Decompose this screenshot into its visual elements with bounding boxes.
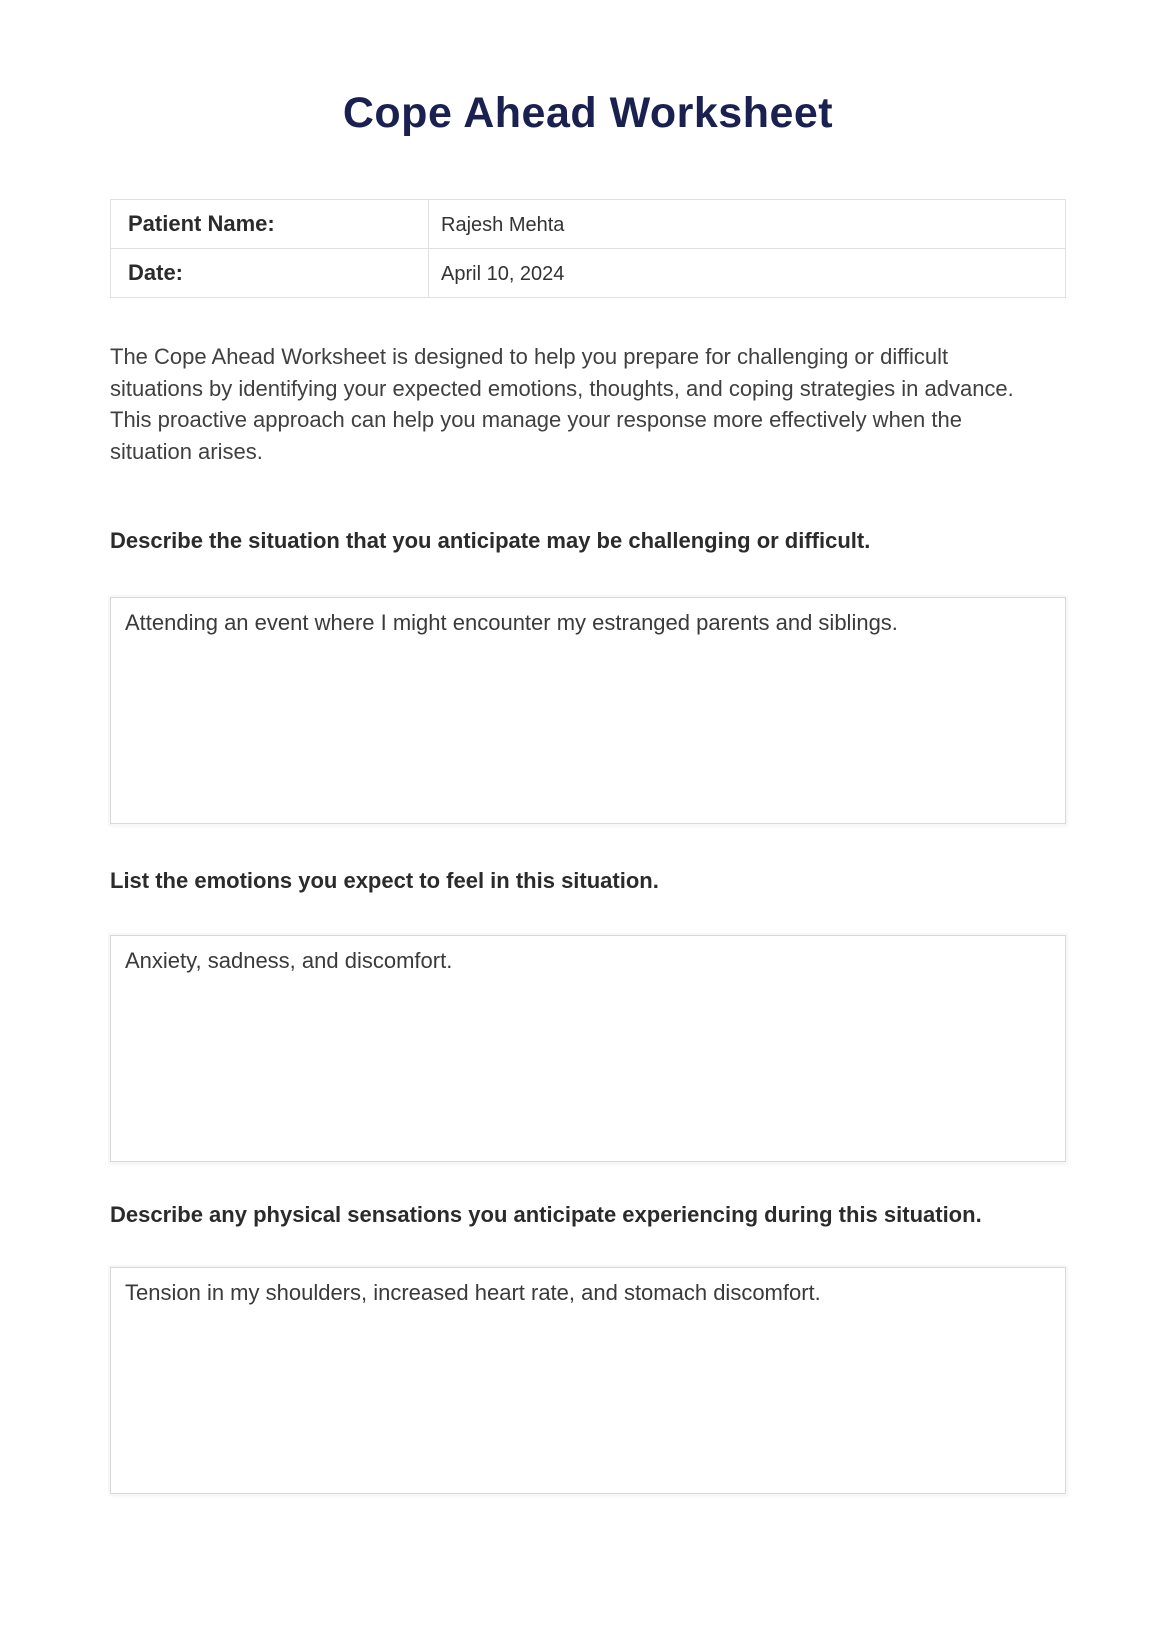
date-label: Date: bbox=[111, 249, 429, 298]
table-row bbox=[111, 249, 1066, 298]
table-row bbox=[111, 200, 1066, 249]
patient-info-table bbox=[110, 199, 1066, 298]
worksheet-content bbox=[110, 89, 1066, 1494]
section-prompt-situation: Describe the situation that you anticipate may be challenging or difficult. bbox=[110, 528, 871, 553]
patient-name-value[interactable]: Rajesh Mehta bbox=[429, 200, 1066, 249]
intro-paragraph: The Cope Ahead Worksheet is designed to help you prepare for challenging or difficult situations by identifying your expected emotions, thoughts, and coping strategies in advance. This proactive approach can help you manage your response more effectively when the situation arises. bbox=[110, 344, 1014, 464]
answer-field-emotions[interactable]: Anxiety, sadness, and discomfort. bbox=[110, 935, 1066, 1162]
page-title: Cope Ahead Worksheet bbox=[342, 89, 834, 137]
answer-field-situation[interactable]: Attending an event where I might encounter my estranged parents and siblings. bbox=[110, 597, 1066, 824]
answer-field-physical-sensations[interactable]: Tension in my shoulders, increased heart rate, and stomach discomfort. bbox=[110, 1267, 1066, 1494]
patient-name-label: Patient Name: bbox=[111, 200, 429, 249]
section-prompt-physical-sensations: Describe any physical sensations you anticipate experiencing during this situation. bbox=[110, 1202, 982, 1227]
section-prompt-emotions: List the emotions you expect to feel in this situation. bbox=[110, 868, 659, 893]
date-value[interactable]: April 10, 2024 bbox=[429, 249, 1066, 298]
